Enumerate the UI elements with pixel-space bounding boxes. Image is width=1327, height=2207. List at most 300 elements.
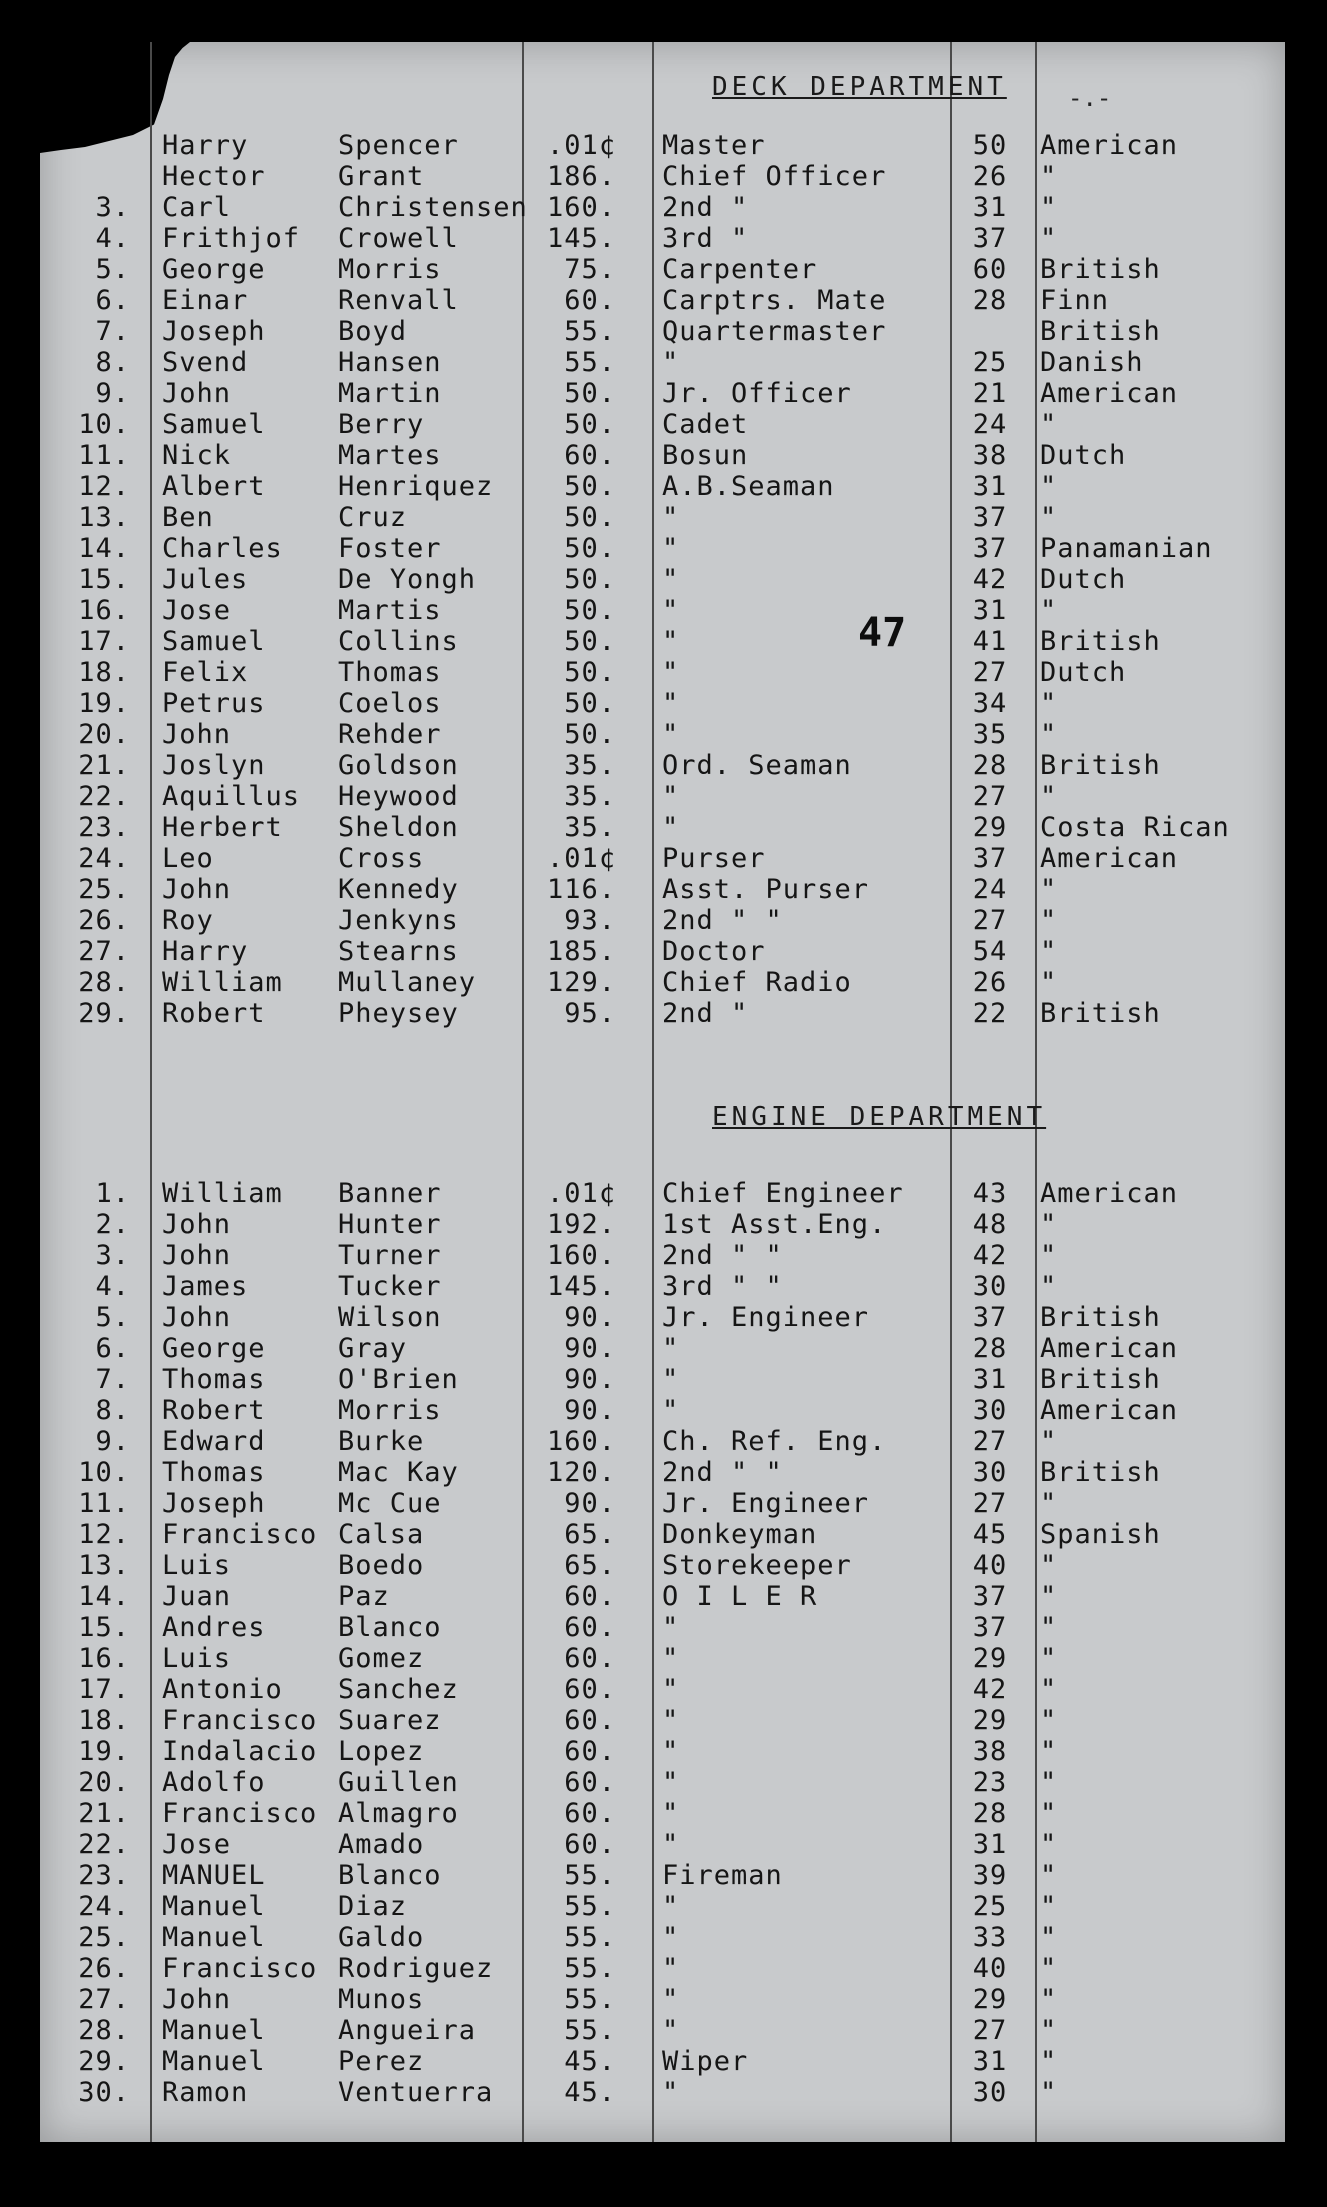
crew-last: Cross [338,843,425,874]
crew-row [0,998,1327,1029]
crew-last: Almagro [338,1798,459,1829]
crew-nat: " [1040,1953,1058,1984]
crew-rank: Doctor [662,936,766,967]
crew-last: Amado [338,1829,425,1860]
crew-row [0,1674,1327,1705]
crew-rank: " [662,2077,680,2108]
crew-age: 27 [972,2015,1008,2046]
crew-last: Blanco [338,1612,442,1643]
crew-rank: Ch. Ref. Eng. [662,1426,887,1457]
crew-num: 14. [78,533,130,564]
crew-last: Tucker [338,1271,442,1302]
crew-num: 20. [78,719,130,750]
crew-nat: British [1040,1364,1161,1395]
crew-row [0,316,1327,347]
crew-row [0,564,1327,595]
crew-num: 25. [78,874,130,905]
crew-rank: Donkeyman [662,1519,818,1550]
crew-age: 27 [972,905,1008,936]
crew-first: John [162,719,232,750]
crew-last: Banner [338,1178,442,1209]
crew-age: 31 [972,1829,1008,1860]
crew-num: 25. [78,1922,130,1953]
crew-row [0,223,1327,254]
crew-first: Manuel [162,1922,266,1953]
crew-nat: " [1040,223,1058,254]
crew-age: 33 [972,1922,1008,1953]
crew-row [0,1829,1327,1860]
crew-last: Morris [338,254,442,285]
crew-first: Joslyn [162,750,266,781]
crew-wage: 120. [546,1457,616,1488]
crew-rank: " [662,1922,680,1953]
crew-row [0,750,1327,781]
crew-wage: 35. [564,781,616,812]
crew-num: 10. [78,1457,130,1488]
crew-nat: " [1040,1674,1058,1705]
crew-num: 27. [78,1984,130,2015]
crew-rank: " [662,1612,680,1643]
crew-last: Henriquez [338,471,494,502]
crew-nat: " [1040,1984,1058,2015]
crew-age: 27 [972,781,1008,812]
crew-age: 21 [972,378,1008,409]
crew-age: 30 [972,2077,1008,2108]
crew-last: Renvall [338,285,459,316]
crew-nat: " [1040,719,1058,750]
crew-nat: British [1040,254,1161,285]
crew-num: 19. [78,688,130,719]
crew-nat: " [1040,688,1058,719]
crew-age: 48 [972,1209,1008,1240]
crew-rank: " [662,812,680,843]
crew-row [0,471,1327,502]
crew-rank: " [662,1891,680,1922]
crew-num: 4. [95,1271,130,1302]
crew-num: 29. [78,2046,130,2077]
crew-nat: British [1040,316,1161,347]
crew-first: George [162,254,266,285]
crew-row [0,2046,1327,2077]
crew-last: Collins [338,626,459,657]
crew-row [0,1767,1327,1798]
crew-rank: O I L E R [662,1581,818,1612]
crew-age: 28 [972,1798,1008,1829]
crew-row [0,1395,1327,1426]
crew-rank: " [662,1953,680,1984]
crew-row [0,1736,1327,1767]
crew-nat: " [1040,1643,1058,1674]
crew-rank: " [662,1674,680,1705]
crew-num: 28. [78,2015,130,2046]
crew-last: Kennedy [338,874,459,905]
crew-rank: " [662,595,680,626]
crew-rank: Cadet [662,409,749,440]
crew-last: Gray [338,1333,408,1364]
crew-row [0,1550,1327,1581]
crew-wage: 60. [564,1612,616,1643]
crew-row [0,347,1327,378]
crew-num: 11. [78,440,130,471]
crew-first: Herbert [162,812,283,843]
crew-wage: 186. [546,161,616,192]
crew-row [0,1364,1327,1395]
crew-age: 45 [972,1519,1008,1550]
crew-nat: " [1040,905,1058,936]
crew-nat: " [1040,502,1058,533]
crew-age: 50 [972,130,1008,161]
crew-wage: 55. [564,1860,616,1891]
crew-wage: 60. [564,1736,616,1767]
crew-nat: " [1040,1767,1058,1798]
crew-wage: 65. [564,1519,616,1550]
crew-row [0,1581,1327,1612]
crew-wage: 45. [564,2077,616,2108]
crew-wage: 55. [564,347,616,378]
crew-wage: 50. [564,471,616,502]
crew-first: Nick [162,440,232,471]
crew-num: 24. [78,843,130,874]
crew-first: Thomas [162,1364,266,1395]
crew-row [0,533,1327,564]
crew-first: Indalacio [162,1736,318,1767]
crew-last: Turner [338,1240,442,1271]
crew-nat: British [1040,626,1161,657]
crew-wage: 50. [564,533,616,564]
crew-wage: 185. [546,936,616,967]
crew-num: 1. [95,1178,130,1209]
crew-first: Manuel [162,1891,266,1922]
crew-nat: " [1040,471,1058,502]
crew-row [0,1271,1327,1302]
crew-last: Guillen [338,1767,459,1798]
crew-last: Hansen [338,347,442,378]
crew-wage: 160. [546,1240,616,1271]
crew-wage: 50. [564,378,616,409]
crew-row [0,1953,1327,1984]
crew-first: Ramon [162,2077,249,2108]
crew-first: Francisco [162,1519,318,1550]
crew-first: Harry [162,130,249,161]
crew-first: George [162,1333,266,1364]
crew-wage: 129. [546,967,616,998]
crew-rank: 1st Asst.Eng. [662,1209,887,1240]
crew-nat: " [1040,1209,1058,1240]
crew-wage: .01¢ [546,130,616,161]
crew-rank: " [662,781,680,812]
crew-first: Charles [162,533,283,564]
crew-rank: " [662,1767,680,1798]
crew-rank: " [662,1333,680,1364]
crew-rank: Chief Officer [662,161,887,192]
crew-age: 28 [972,285,1008,316]
crew-row [0,812,1327,843]
crew-last: Wilson [338,1302,442,1333]
crew-wage: 50. [564,688,616,719]
crew-first: Felix [162,657,249,688]
crew-nat: " [1040,1922,1058,1953]
crew-num: 15. [78,564,130,595]
crew-first: William [162,967,283,998]
crew-nat: American [1040,1395,1179,1426]
crew-last: Martes [338,440,442,471]
crew-wage: .01¢ [546,1178,616,1209]
crew-first: Hector [162,161,266,192]
crew-row [0,1860,1327,1891]
crew-rank: 2nd " " [662,1457,783,1488]
crew-last: Crowell [338,223,459,254]
crew-num: 5. [95,1302,130,1333]
crew-age: 28 [972,750,1008,781]
crew-rank: " [662,1736,680,1767]
deck-department-heading: DECK DEPARTMENT [712,72,1007,102]
crew-num: 26. [78,1953,130,1984]
crew-wage: 55. [564,1984,616,2015]
crew-num: 7. [95,316,130,347]
crew-rank: Jr. Officer [662,378,852,409]
crew-wage: .01¢ [546,843,616,874]
crew-num: 21. [78,1798,130,1829]
crew-row [0,161,1327,192]
crew-last: Cruz [338,502,408,533]
crew-wage: 60. [564,1643,616,1674]
crew-wage: 160. [546,192,616,223]
crew-row [0,874,1327,905]
crew-wage: 90. [564,1302,616,1333]
crew-last: Foster [338,533,442,564]
crew-nat: " [1040,967,1058,998]
crew-first: James [162,1271,249,1302]
crew-num: 5. [95,254,130,285]
crew-last: De Yongh [338,564,477,595]
crew-age: 40 [972,1953,1008,1984]
crew-first: Robert [162,998,266,1029]
crew-wage: 60. [564,1767,616,1798]
crew-nat: " [1040,2077,1058,2108]
crew-rank: Wiper [662,2046,749,2077]
crew-wage: 45. [564,2046,616,2077]
crew-wage: 75. [564,254,616,285]
crew-wage: 55. [564,1922,616,1953]
crew-age: 29 [972,1643,1008,1674]
crew-row [0,781,1327,812]
crew-rank: Master [662,130,766,161]
crew-age: 41 [972,626,1008,657]
crew-wage: 192. [546,1209,616,1240]
crew-last: Diaz [338,1891,408,1922]
crew-last: Lopez [338,1736,425,1767]
crew-num: 3. [95,1240,130,1271]
crew-rank: Bosun [662,440,749,471]
crew-first: John [162,1209,232,1240]
crew-last: Sheldon [338,812,459,843]
crew-rank: " [662,1705,680,1736]
crew-age: 28 [972,1333,1008,1364]
crew-nat: Spanish [1040,1519,1161,1550]
crew-age: 35 [972,719,1008,750]
crew-row [0,378,1327,409]
crew-num: 30. [78,2077,130,2108]
crew-num: 16. [78,595,130,626]
crew-first: MANUEL [162,1860,266,1891]
crew-age: 54 [972,936,1008,967]
crew-age: 25 [972,1891,1008,1922]
crew-row [0,1984,1327,2015]
crew-rank: 2nd " [662,192,749,223]
crew-last: Thomas [338,657,442,688]
crew-age: 42 [972,1240,1008,1271]
crew-first: Jules [162,564,249,595]
crew-nat: " [1040,1705,1058,1736]
crew-row [0,967,1327,998]
crew-nat: American [1040,1333,1179,1364]
crew-rank: " [662,564,680,595]
crew-first: John [162,1984,232,2015]
crew-age: 43 [972,1178,1008,1209]
corner-mark: -.- [1068,84,1112,112]
crew-row [0,1922,1327,1953]
crew-row [0,1302,1327,1333]
crew-first: Francisco [162,1705,318,1736]
crew-last: Mc Cue [338,1488,442,1519]
crew-nat: " [1040,781,1058,812]
crew-last: Grant [338,161,425,192]
crew-nat: " [1040,595,1058,626]
crew-last: Goldson [338,750,459,781]
crew-nat: American [1040,378,1179,409]
crew-last: Galdo [338,1922,425,1953]
crew-nat: Panamanian [1040,533,1213,564]
crew-num: 22. [78,1829,130,1860]
crew-row [0,1426,1327,1457]
crew-last: Ventuerra [338,2077,494,2108]
crew-rank: Carptrs. Mate [662,285,887,316]
crew-first: Albert [162,471,266,502]
crew-wage: 145. [546,223,616,254]
crew-wage: 35. [564,812,616,843]
crew-rank: Chief Engineer [662,1178,904,1209]
crew-first: Luis [162,1550,232,1581]
crew-last: Gomez [338,1643,425,1674]
crew-first: Roy [162,905,214,936]
crew-num: 28. [78,967,130,998]
crew-row [0,595,1327,626]
crew-wage: 90. [564,1395,616,1426]
crew-age: 31 [972,471,1008,502]
crew-num: 15. [78,1612,130,1643]
crew-nat: " [1040,1581,1058,1612]
crew-num: 2. [95,1209,130,1240]
crew-rank: " [662,1643,680,1674]
crew-last: Berry [338,409,425,440]
crew-last: Blanco [338,1860,442,1891]
crew-first: Adolfo [162,1767,266,1798]
crew-rank: " [662,347,680,378]
crew-last: Martis [338,595,442,626]
crew-nat: " [1040,1736,1058,1767]
crew-nat: Dutch [1040,564,1127,595]
crew-first: John [162,1302,232,1333]
crew-row [0,1209,1327,1240]
crew-first: Francisco [162,1953,318,1984]
crew-age: 37 [972,843,1008,874]
crew-num: 8. [95,347,130,378]
crew-row [0,843,1327,874]
crew-wage: 50. [564,409,616,440]
crew-age: 24 [972,874,1008,905]
crew-nat: Finn [1040,285,1110,316]
engine-department-heading: ENGINE DEPARTMENT [712,1102,1047,1132]
crew-age: 31 [972,192,1008,223]
crew-age: 40 [972,1550,1008,1581]
crew-wage: 60. [564,285,616,316]
crew-nat: British [1040,1302,1161,1333]
crew-wage: 93. [564,905,616,936]
crew-rank: Quartermaster [662,316,887,347]
crew-nat: " [1040,192,1058,223]
crew-nat: " [1040,2015,1058,2046]
crew-row [0,1519,1327,1550]
crew-row [0,1240,1327,1271]
crew-row [0,657,1327,688]
crew-row [0,905,1327,936]
crew-rank: " [662,688,680,719]
crew-first: Robert [162,1395,266,1426]
crew-nat: Costa Rican [1040,812,1230,843]
crew-last: Jenkyns [338,905,459,936]
crew-num: 13. [78,1550,130,1581]
crew-row [0,2077,1327,2108]
crew-nat: " [1040,1550,1058,1581]
crew-age: 37 [972,533,1008,564]
crew-last: Mullaney [338,967,477,998]
crew-first: John [162,874,232,905]
crew-first: Joseph [162,1488,266,1519]
crew-nat: Dutch [1040,657,1127,688]
crew-row [0,1333,1327,1364]
crew-nat: American [1040,1178,1179,1209]
crew-num: 9. [95,1426,130,1457]
crew-first: Carl [162,192,232,223]
crew-age: 42 [972,564,1008,595]
crew-num: 29. [78,998,130,1029]
crew-num: 27. [78,936,130,967]
crew-num: 8. [95,1395,130,1426]
crew-wage: 160. [546,1426,616,1457]
crew-row [0,1457,1327,1488]
crew-age: 27 [972,1488,1008,1519]
crew-first: John [162,378,232,409]
crew-num: 4. [95,223,130,254]
crew-age: 27 [972,657,1008,688]
crew-rank: Jr. Engineer [662,1302,870,1333]
crew-row [0,626,1327,657]
crew-rank: 3rd " " [662,1271,783,1302]
crew-last: Morris [338,1395,442,1426]
crew-row [0,936,1327,967]
crew-num: 3. [95,192,130,223]
crew-first: Francisco [162,1798,318,1829]
crew-rank: " [662,626,680,657]
crew-first: Manuel [162,2015,266,2046]
crew-num: 9. [95,378,130,409]
crew-row [0,440,1327,471]
crew-age: 22 [972,998,1008,1029]
crew-age: 31 [972,1364,1008,1395]
crew-last: Coelos [338,688,442,719]
crew-nat: British [1040,750,1161,781]
crew-row [0,1488,1327,1519]
